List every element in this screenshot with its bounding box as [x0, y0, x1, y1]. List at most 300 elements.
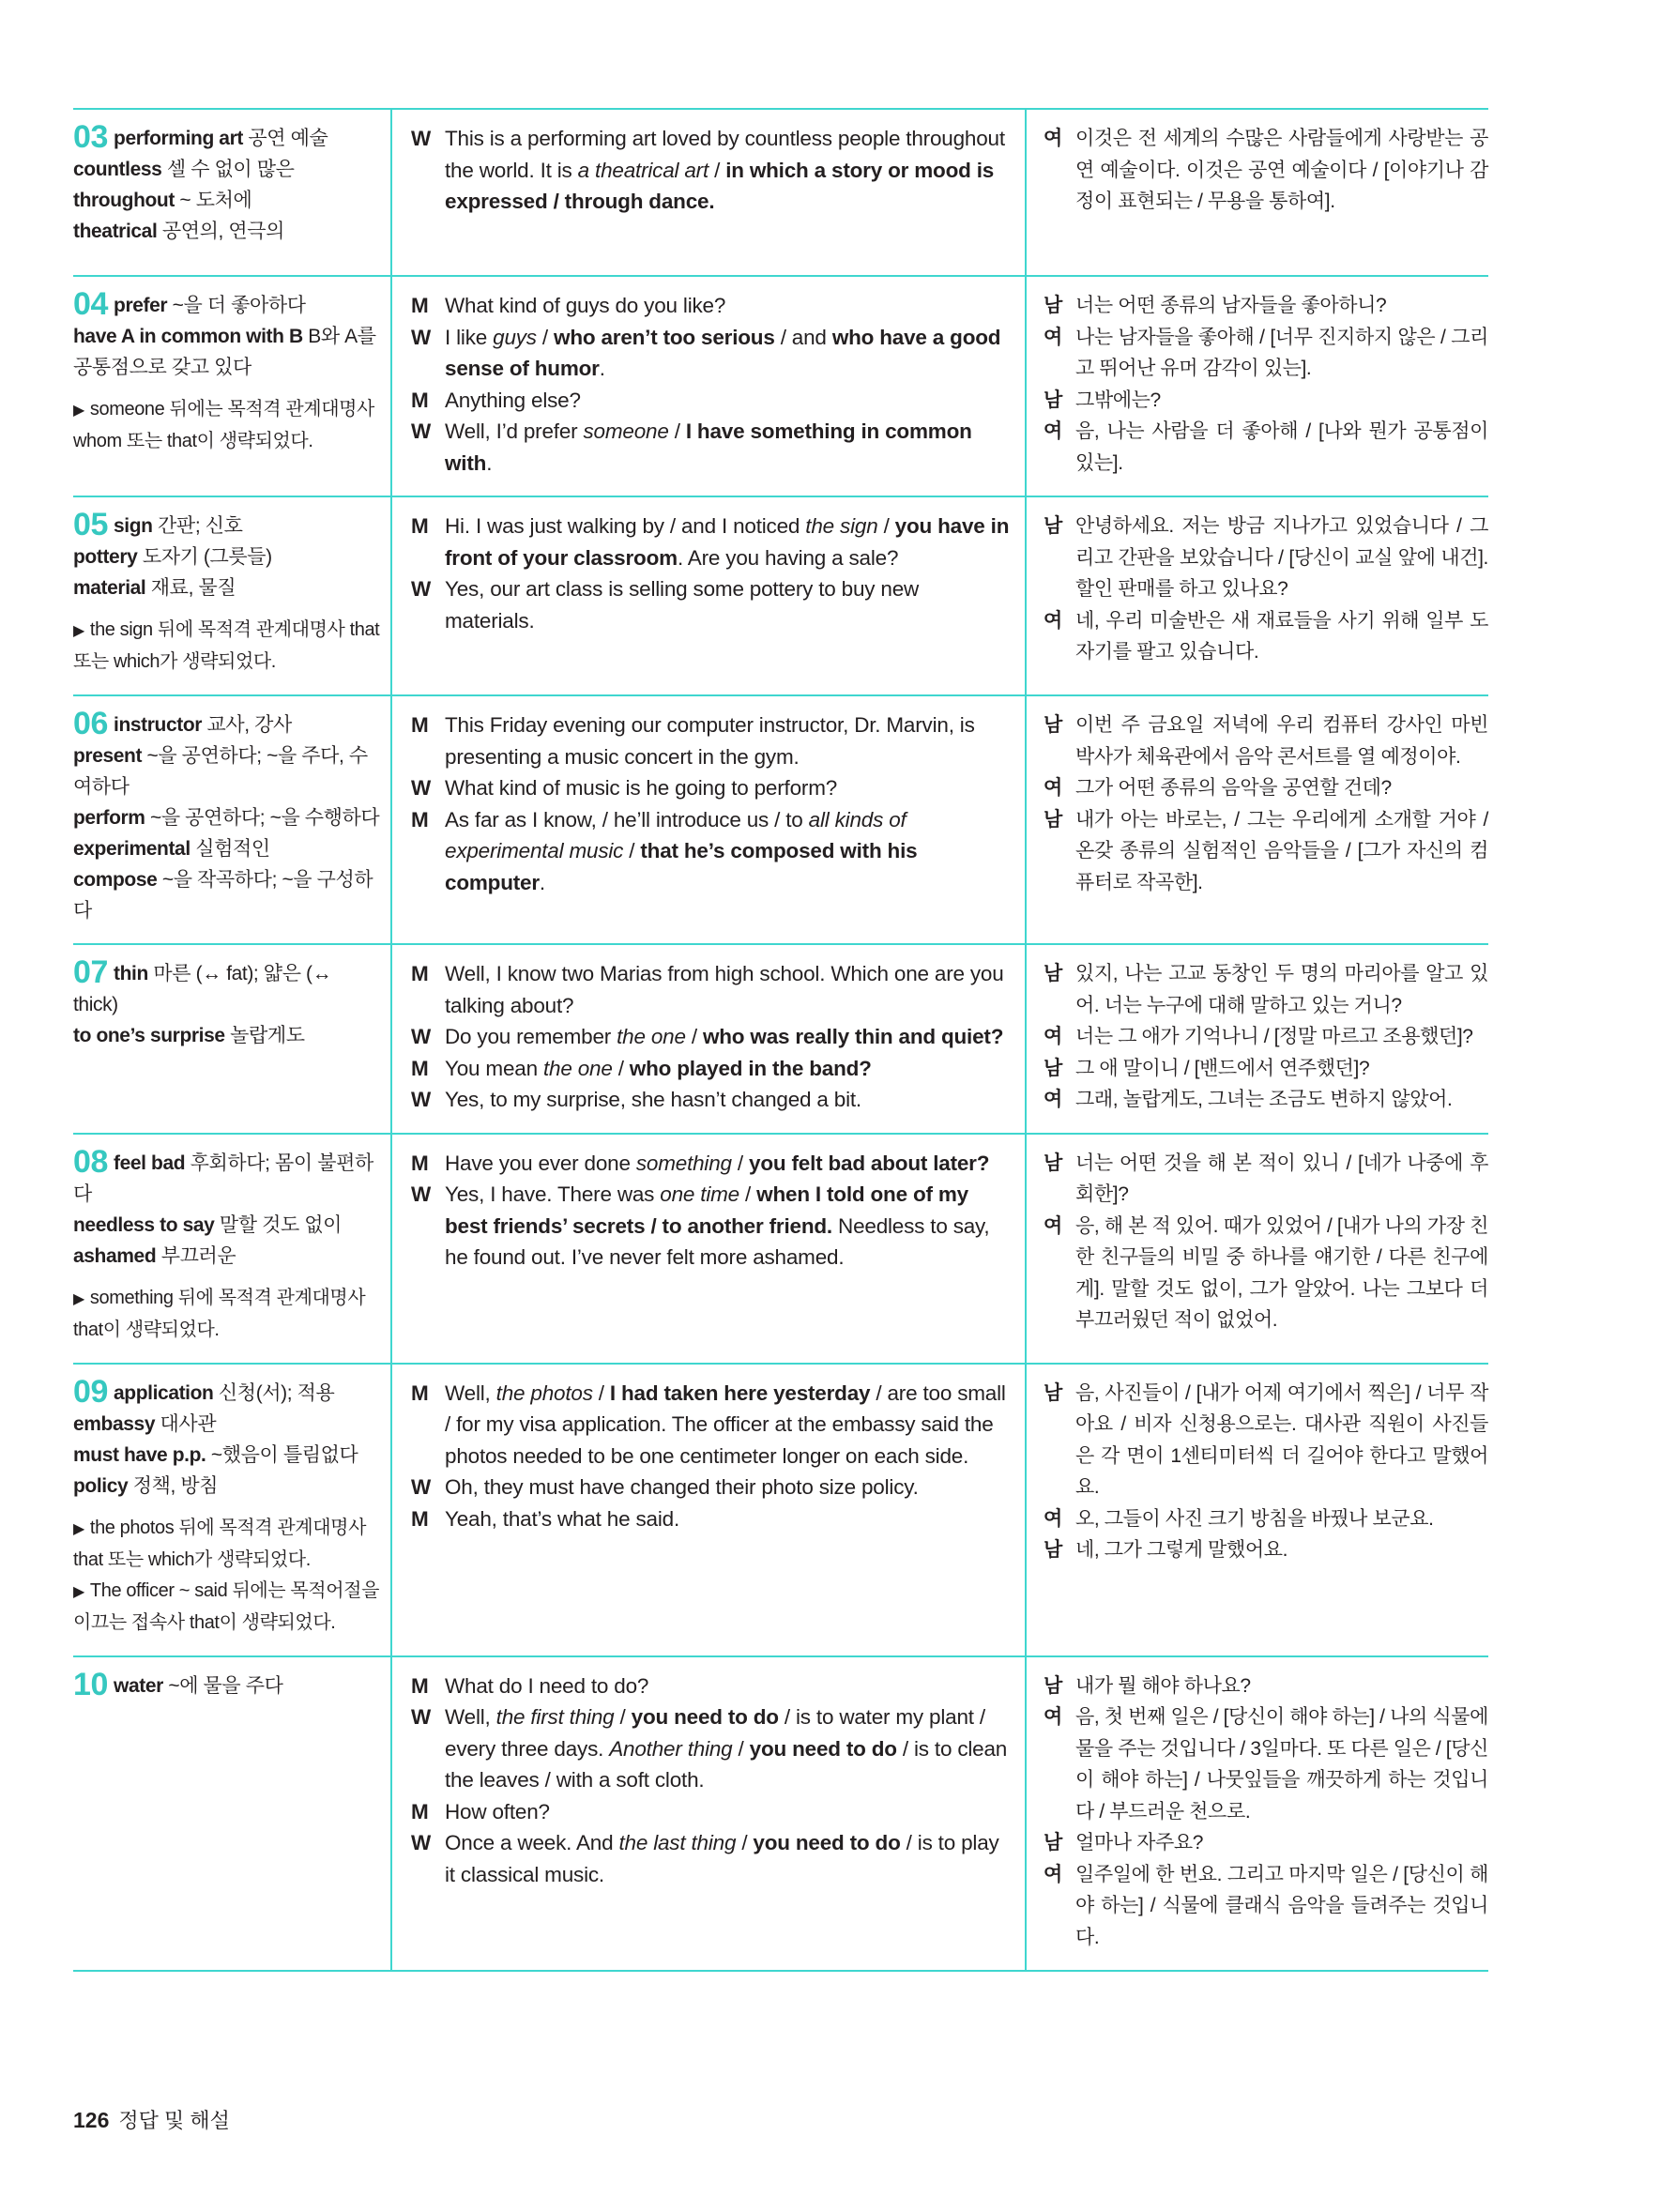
vocab-word: have A in common with B	[73, 326, 303, 347]
vocab-entry	[73, 119, 381, 155]
vocab-meaning: 교사, 강사	[206, 714, 292, 736]
vocab-meaning: ~을 더 좋아하다	[172, 295, 306, 316]
dialogue-line	[411, 123, 1012, 218]
translation-text: 너는 그 애가 기억나니 / [정말 마르고 조용했던]?	[1075, 1026, 1473, 1047]
translation-column	[1027, 1135, 1488, 1363]
translation-text: 음, 첫 번째 일은 / [당신이 해야 하는] / 나의 식물에 물을 주는 것입니다 / 3일마다. 또 다른 일은 / [당신이 해야 하는] / 나뭇잎들을 깨끗하게 하는 것입니다 / 부드러운 천으로.	[1075, 1706, 1488, 1823]
speaker-label: M	[411, 1506, 429, 1531]
vocab-word: instructor	[114, 714, 203, 736]
item-number: 06	[73, 706, 109, 741]
dialogue-line	[411, 772, 1012, 804]
speaker-label: W	[411, 577, 432, 601]
triangle-bullet-icon: ▶	[73, 1290, 84, 1307]
dialogue-segment: who was really thin and quiet?	[702, 1025, 1004, 1048]
translation-line	[1044, 1670, 1488, 1702]
dialogue-segment: that he’s composed with his computer	[445, 839, 918, 894]
vocab-word: present	[73, 745, 143, 767]
vocab-entry	[73, 572, 381, 603]
vocab-meaning: 신청(서); 적용	[218, 1381, 335, 1404]
item-row	[73, 1363, 1488, 1655]
dialogue-segment: / is to clean the leaves / with a soft cloth.	[445, 1736, 1008, 1792]
speaker-label: 여	[1044, 777, 1062, 799]
vocab-word: needless to say	[73, 1213, 215, 1236]
dialogue-segment: Well,	[445, 1381, 496, 1405]
speaker-label: 남	[1044, 714, 1062, 736]
dialogue-line	[411, 709, 1012, 772]
dialogue-segment: /	[736, 1831, 754, 1854]
dialogue-segment: I had taken here yesterday	[609, 1381, 871, 1405]
item-row	[73, 275, 1488, 496]
dialogue-text	[445, 1705, 1007, 1792]
dialogue-column	[392, 110, 1027, 275]
vocab-meaning: 간판; 신호	[158, 515, 243, 537]
speaker-label: M	[411, 962, 429, 985]
translation-line	[1044, 1859, 1488, 1954]
grammar-note	[73, 394, 381, 457]
vocab-entry	[73, 954, 381, 1020]
vocab-meaning: 도자기 (그릇들)	[142, 546, 272, 568]
dialogue-segment: Another thing	[609, 1736, 733, 1761]
dialogue-segment: As far as I know, / he’ll introduce us / to	[445, 807, 809, 831]
dialogue-text	[445, 1507, 679, 1531]
vocab-word: compose	[73, 869, 158, 891]
vocab-word: application	[114, 1381, 214, 1404]
translation-text: 그래, 놀랍게도, 그녀는 조금도 변하지 않았어.	[1075, 1089, 1453, 1110]
speaker-label: W	[411, 1475, 432, 1499]
translation-line	[1044, 385, 1488, 417]
grammar-note-text: the sign 뒤에 목적격 관계대명사 that 또는 which가 생략되었다.	[73, 619, 380, 672]
dialogue-segment: /	[668, 420, 686, 443]
dialogue-segment: Well, I know two Marias from high school. Which one are you talking about?	[445, 962, 1004, 1017]
dialogue-segment: the last thing	[618, 1831, 737, 1854]
translation-text: 얼마나 자주요?	[1075, 1832, 1204, 1854]
dialogue-line	[411, 1503, 1012, 1535]
triangle-bullet-icon: ▶	[73, 1520, 84, 1537]
dialogue-segment: /	[623, 839, 641, 862]
dialogue-segment: /	[877, 514, 895, 538]
page-footer	[73, 2105, 230, 2134]
dialogue-segment: Yes, our art class is selling some pottery to buy new materials.	[445, 577, 920, 633]
translation-text: 안녕하세요. 저는 방금 지나가고 있었습니다 / 그리고 간판을 보았습니다 / [당신이 교실 앞에 내건]. 할인 판매를 하고 있나요?	[1075, 515, 1488, 600]
item-number: 08	[73, 1143, 109, 1180]
vocab-meaning: 재료, 물질	[150, 577, 236, 599]
translation-line	[1044, 605, 1488, 668]
item-number: 09	[73, 1373, 109, 1410]
dialogue-column	[392, 277, 1027, 496]
dialogue-line	[411, 290, 1012, 322]
dialogue-segment: Hi. I was just walking by / and I noticed	[445, 514, 806, 538]
vocab-word: experimental	[73, 838, 190, 860]
dialogue-segment: Well, I’d prefer	[445, 420, 584, 443]
dialogue-column	[392, 1365, 1027, 1655]
dialogue-segment: /	[614, 1705, 632, 1729]
dialogue-segment: you have in front of your classroom	[445, 514, 1010, 570]
item-row	[73, 496, 1488, 694]
vocab-entry	[73, 802, 381, 833]
vocab-entry	[73, 1373, 381, 1410]
translation-line	[1044, 1701, 1488, 1827]
dialogue-line	[411, 1378, 1012, 1472]
translation-column	[1027, 1365, 1488, 1655]
triangle-bullet-icon: ▶	[73, 403, 84, 419]
speaker-label: 여	[1044, 1026, 1062, 1047]
grammar-note-text: The officer ~ said 뒤에는 목적어절을 이끄는 접속사 that이 생략되었다.	[73, 1579, 379, 1633]
speaker-label: 여	[1044, 1706, 1062, 1728]
translation-text: 이것은 전 세계의 수많은 사람들에게 사랑받는 공연 예술이다. 이것은 공연 예술이다 / [이야기나 감정이 표현되는 / 무용을 통하여].	[1075, 128, 1488, 212]
translation-text: 오, 그들이 사진 크기 방침을 바꿨나 보군요.	[1075, 1507, 1434, 1530]
translation-text: 나는 남자들을 좋아해 / [너무 진지하지 않은 / 그리고 뛰어난 유머 감각이 있는].	[1075, 326, 1488, 379]
translation-line	[1044, 1378, 1488, 1503]
dialogue-text	[445, 1182, 989, 1269]
answer-sheet-table	[73, 108, 1488, 1972]
speaker-label: M	[411, 1381, 429, 1405]
vocab-word: policy	[73, 1474, 129, 1497]
speaker-label: W	[411, 1025, 432, 1048]
translation-line	[1044, 123, 1488, 218]
speaker-label: M	[411, 1151, 429, 1175]
dialogue-segment: /	[732, 1736, 750, 1761]
translation-line	[1044, 416, 1488, 479]
dialogue-segment: in which a story or mood is expressed / through dance.	[445, 158, 995, 213]
dialogue-segment: /	[739, 1182, 757, 1206]
dialogue-segment: you need to do	[753, 1831, 901, 1854]
dialogue-segment: How often?	[445, 1799, 550, 1823]
dialogue-line	[411, 1472, 1012, 1503]
item-row	[73, 694, 1488, 943]
item-number: 05	[73, 507, 109, 542]
dialogue-segment: What kind of guys do you like?	[445, 294, 726, 317]
translation-line	[1044, 1021, 1488, 1053]
dialogue-segment: guys	[493, 325, 537, 349]
translation-column	[1027, 497, 1488, 694]
vocab-meaning: 후회하다; 몸이 불편하다	[73, 1152, 373, 1205]
speaker-label: 남	[1044, 1832, 1062, 1854]
translation-line	[1044, 1148, 1488, 1211]
item-number: 04	[73, 286, 109, 322]
triangle-bullet-icon: ▶	[73, 1583, 84, 1600]
translation-line	[1044, 1053, 1488, 1085]
dialogue-segment: / are too small / for my visa application. The officer at the embassy said the photos needed to be one centimeter longer on each side.	[445, 1381, 1006, 1468]
speaker-label: M	[411, 1799, 429, 1823]
item-row	[73, 108, 1488, 275]
vocab-entry	[73, 507, 381, 542]
dialogue-segment: Yes, I have. There was	[445, 1182, 661, 1206]
speaker-label: W	[411, 325, 432, 349]
speaker-label: M	[411, 1673, 429, 1698]
speaker-label: M	[411, 807, 429, 831]
vocab-word: performing art	[114, 128, 243, 149]
dialogue-segment: something	[635, 1151, 732, 1175]
speaker-label: 여	[1044, 609, 1062, 632]
vocab-column	[73, 1365, 392, 1655]
vocab-entry	[73, 154, 381, 185]
dialogue-segment: / is to water my plant / every three days.	[445, 1705, 985, 1761]
speaker-label: 여	[1044, 420, 1062, 442]
dialogue-segment: /	[731, 1151, 750, 1175]
translation-line	[1044, 290, 1488, 322]
speaker-label: M	[411, 388, 429, 412]
dialogue-line	[411, 1670, 1012, 1702]
translation-column	[1027, 696, 1488, 943]
vocab-meaning: 대사관	[160, 1412, 217, 1435]
dialogue-segment: the one	[617, 1025, 686, 1048]
dialogue-text	[445, 1831, 999, 1886]
dialogue-text	[445, 389, 581, 412]
dialogue-text	[445, 1381, 1006, 1468]
dialogue-line	[411, 1148, 1012, 1180]
dialogue-text	[445, 1674, 648, 1698]
vocab-word: material	[73, 577, 146, 599]
translation-text: 너는 어떤 것을 해 본 적이 있니 / [네가 나중에 후회한]?	[1075, 1152, 1488, 1205]
vocab-entry	[73, 864, 381, 926]
vocab-meaning: B와 A를 공통점으로 갖고 있다	[73, 326, 376, 378]
dialogue-segment: This Friday evening our computer instructor, Dr. Marvin, is presenting a music concert in the gym.	[445, 713, 975, 769]
dialogue-segment: the first thing	[495, 1705, 615, 1729]
dialogue-segment: you felt bad about later?	[749, 1151, 990, 1175]
translation-line	[1044, 1084, 1488, 1116]
vocab-entry	[73, 286, 381, 322]
dialogue-line	[411, 958, 1012, 1021]
translation-column	[1027, 110, 1488, 275]
vocab-word: embassy	[73, 1412, 156, 1435]
dialogue-column	[392, 696, 1027, 943]
dialogue-text	[445, 294, 725, 317]
speaker-label: W	[411, 1182, 432, 1206]
vocab-entry	[73, 542, 381, 572]
vocab-entry	[73, 1471, 381, 1502]
dialogue-text	[445, 127, 1005, 213]
translation-line	[1044, 322, 1488, 385]
dialogue-text	[445, 962, 1004, 1017]
dialogue-segment: .	[486, 450, 493, 475]
dialogue-line	[411, 416, 1012, 479]
vocab-meaning: ~을 작곡하다; ~을 구성하다	[73, 869, 373, 922]
vocab-meaning: ~을 공연하다; ~을 수행하다	[149, 807, 380, 829]
translation-text: 그 애 말이니 / [밴드에서 연주했던]?	[1075, 1057, 1370, 1079]
dialogue-line	[411, 1179, 1012, 1274]
vocab-meaning: 실험적인	[195, 838, 270, 860]
vocab-word: feel bad	[114, 1152, 186, 1174]
grammar-note	[73, 1283, 381, 1346]
dialogue-segment: someone	[583, 420, 669, 443]
dialogue-segment: Needless to say, he found out. I’ve never felt more ashamed.	[445, 1213, 990, 1269]
translation-line	[1044, 709, 1488, 772]
dialogue-text	[445, 1057, 872, 1080]
speaker-label: 남	[1044, 295, 1062, 316]
dialogue-segment: This is a performing art loved by countless people throughout the world. It is	[445, 127, 1005, 182]
translation-text: 너는 어떤 종류의 남자들을 좋아하니?	[1075, 295, 1387, 316]
speaker-label: W	[411, 420, 432, 443]
dialogue-line	[411, 1084, 1012, 1116]
vocab-word: throughout	[73, 190, 175, 211]
translation-text: 있지, 나는 고교 동창인 두 명의 마리아를 알고 있어. 너는 누구에 대해 말하고 있는 거니?	[1075, 963, 1488, 1016]
vocab-meaning: 말할 것도 없이	[219, 1213, 343, 1236]
dialogue-text	[445, 514, 1009, 570]
vocab-meaning: ~을 공연하다; ~을 주다, 수여하다	[73, 745, 368, 798]
vocab-entry	[73, 185, 381, 216]
dialogue-text	[445, 1800, 550, 1823]
dialogue-segment: Yes, to my surprise, she hasn’t changed a bit.	[445, 1088, 861, 1111]
vocab-column	[73, 497, 392, 694]
vocab-word: to one’s surprise	[73, 1025, 225, 1046]
vocab-entry	[73, 321, 381, 383]
dialogue-line	[411, 1021, 1012, 1053]
translation-text: 내가 뭘 해야 하나요?	[1075, 1674, 1251, 1697]
grammar-note	[73, 615, 381, 678]
translation-line	[1044, 958, 1488, 1021]
vocab-entry	[73, 1241, 381, 1272]
dialogue-line	[411, 511, 1012, 573]
grammar-note	[73, 1513, 381, 1576]
dialogue-line	[411, 1053, 1012, 1085]
vocab-word: ashamed	[73, 1244, 157, 1267]
dialogue-text	[445, 1152, 989, 1175]
speaker-label: W	[411, 776, 432, 800]
dialogue-segment: /	[612, 1056, 630, 1080]
dialogue-segment: /	[536, 325, 555, 349]
speaker-label: W	[411, 1705, 432, 1729]
dialogue-segment: all kinds of experimental music	[445, 807, 907, 862]
dialogue-text	[445, 1475, 919, 1499]
vocab-entry	[73, 1143, 381, 1210]
speaker-label: 남	[1044, 515, 1062, 537]
dialogue-column	[392, 1135, 1027, 1363]
triangle-bullet-icon: ▶	[73, 623, 84, 639]
vocab-column	[73, 696, 392, 943]
dialogue-line	[411, 573, 1012, 636]
dialogue-text	[445, 1025, 1003, 1048]
dialogue-text	[445, 577, 919, 633]
translation-text: 그밖에는?	[1075, 389, 1161, 411]
vocab-word: thin	[114, 963, 148, 984]
vocab-word: theatrical	[73, 221, 158, 242]
dialogue-text	[445, 808, 917, 894]
translation-text: 네, 우리 미술반은 새 재료들을 사기 위해 일부 도자기를 팔고 있습니다.	[1075, 609, 1488, 663]
vocab-word: pottery	[73, 546, 138, 568]
vocab-word: water	[114, 1674, 163, 1697]
speaker-label: 남	[1044, 963, 1062, 984]
speaker-label: 남	[1044, 1539, 1062, 1561]
speaker-label: 남	[1044, 1381, 1062, 1404]
vocab-meaning: ~ 도처에	[179, 190, 252, 211]
dialogue-line	[411, 1796, 1012, 1828]
dialogue-segment: who played in the band?	[629, 1056, 872, 1080]
translation-text: 이번 주 금요일 저녁에 우리 컴퓨터 강사인 마빈 박사가 체육관에서 음악 콘서트를 열 예정이야.	[1075, 714, 1488, 768]
grammar-note-text: the photos 뒤에 목적격 관계대명사 that 또는 which가 생략되었다.	[73, 1517, 366, 1570]
vocab-word: countless	[73, 159, 162, 180]
vocab-column	[73, 277, 392, 496]
dialogue-segment: the one	[542, 1056, 613, 1080]
dialogue-text	[445, 420, 972, 475]
translation-text: 내가 아는 바로는, / 그는 우리에게 소개할 거야 / 온갖 종류의 실험적인 음악들을 / [그가 자신의 컴퓨터로 작곡한].	[1075, 808, 1488, 893]
vocab-meaning: 부끄러운	[160, 1244, 236, 1267]
vocab-entry	[73, 1440, 381, 1471]
speaker-label: 여	[1044, 1507, 1062, 1530]
dialogue-line	[411, 385, 1012, 417]
vocab-meaning: 공연의, 연극의	[161, 221, 284, 242]
vocab-entry	[73, 706, 381, 741]
dialogue-segment: you need to do	[749, 1736, 897, 1761]
translation-line	[1044, 772, 1488, 804]
dialogue-segment: /	[708, 158, 726, 182]
speaker-label: 남	[1044, 1152, 1062, 1174]
dialogue-segment: What kind of music is he going to perform?	[445, 776, 838, 800]
speaker-label: 남	[1044, 1674, 1062, 1697]
vocab-word: sign	[114, 515, 153, 537]
dialogue-line	[411, 1827, 1012, 1890]
translation-text: 네, 그가 그렇게 말했어요.	[1075, 1539, 1288, 1561]
dialogue-segment: I like	[445, 325, 494, 349]
page-number: 126	[73, 2108, 110, 2132]
translation-line	[1044, 1503, 1488, 1535]
vocab-entry	[73, 1020, 381, 1051]
translation-text: 그가 어떤 종류의 음악을 공연할 건데?	[1075, 777, 1392, 799]
speaker-label: M	[411, 514, 429, 538]
dialogue-segment: / and	[774, 325, 832, 349]
dialogue-segment: /	[685, 1025, 703, 1048]
vocab-meaning: 마른 (↔ fat); 얇은 (↔ thick)	[73, 963, 332, 1015]
dialogue-segment: the photos	[495, 1381, 593, 1405]
vocab-entry	[73, 1210, 381, 1241]
translation-line	[1044, 511, 1488, 605]
translation-column	[1027, 1657, 1488, 1971]
vocab-column	[73, 945, 392, 1133]
grammar-note-text: someone 뒤에는 목적격 관계대명사 whom 또는 that이 생략되었다.	[73, 399, 374, 451]
speaker-label: 남	[1044, 808, 1062, 831]
dialogue-segment: . Are you having a sale?	[677, 545, 899, 570]
speaker-label: 여	[1044, 1089, 1062, 1110]
dialogue-line	[411, 1701, 1012, 1796]
dialogue-segment: Do you remember	[445, 1025, 617, 1048]
translation-text: 음, 나는 사람을 더 좋아해 / [나와 뭔가 공통점이 있는].	[1075, 420, 1488, 474]
vocab-entry	[73, 1666, 381, 1702]
item-number: 10	[73, 1666, 109, 1702]
speaker-label: W	[411, 127, 432, 150]
vocab-meaning: 정책, 방침	[132, 1474, 219, 1497]
dialogue-segment: Oh, they must have changed their photo size policy.	[445, 1475, 919, 1499]
dialogue-segment: a theatrical art	[577, 158, 709, 182]
vocab-word: must have p.p.	[73, 1443, 206, 1466]
speaker-label: 여	[1044, 128, 1062, 149]
dialogue-segment: Yeah, that’s what he said.	[445, 1506, 679, 1531]
dialogue-segment: who aren’t too serious	[554, 325, 775, 349]
vocab-meaning: ~에 물을 주다	[168, 1674, 283, 1697]
item-number: 07	[73, 954, 109, 990]
vocab-column	[73, 1657, 392, 1971]
vocab-entry	[73, 833, 381, 864]
speaker-label: 여	[1044, 1863, 1062, 1885]
dialogue-segment: /	[592, 1381, 610, 1405]
dialogue-segment: .	[539, 870, 545, 894]
dialogue-segment: What do I need to do?	[445, 1673, 649, 1698]
item-row	[73, 1133, 1488, 1363]
footer-label: 정답 및 해설	[118, 2109, 230, 2132]
translation-line	[1044, 804, 1488, 899]
dialogue-segment: / is to play it classical music.	[445, 1831, 999, 1886]
dialogue-segment: Well,	[445, 1705, 496, 1729]
vocab-column	[73, 110, 392, 275]
vocab-meaning: 놀랍게도	[230, 1025, 305, 1046]
dialogue-segment: Anything else?	[445, 388, 581, 412]
grammar-note	[73, 1576, 381, 1639]
vocab-meaning: ~했음이 틀림없다	[210, 1443, 358, 1466]
vocab-word: perform	[73, 807, 145, 829]
dialogue-text	[445, 713, 975, 769]
vocab-word: prefer	[114, 295, 168, 316]
speaker-label: 남	[1044, 1057, 1062, 1079]
dialogue-segment: Once a week. And	[445, 1831, 619, 1854]
speaker-label: M	[411, 294, 429, 317]
